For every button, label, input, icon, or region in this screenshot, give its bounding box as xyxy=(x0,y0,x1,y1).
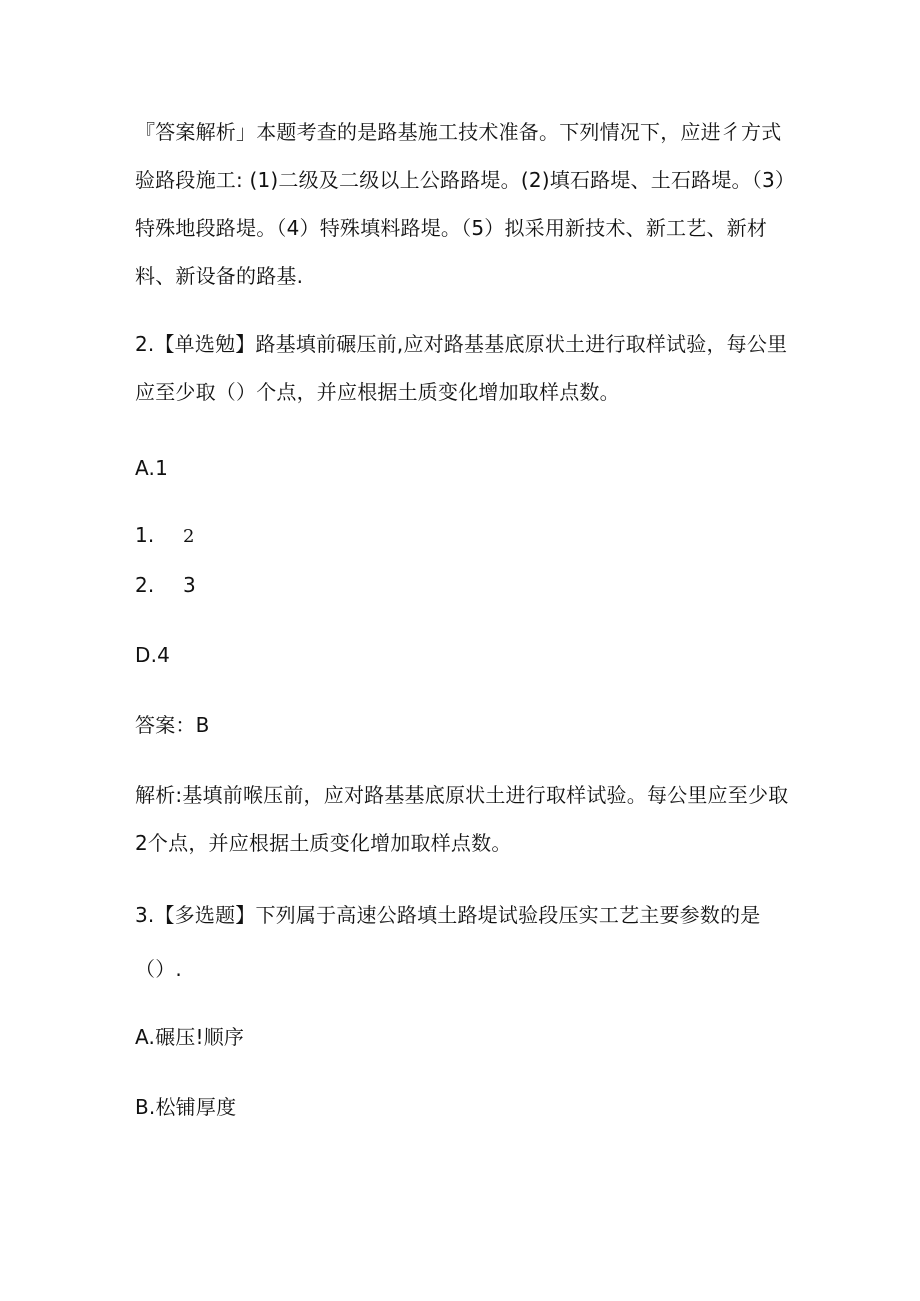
explanation-line-3: 特殊地段路堤。（4）特殊填料路堤。（5）拟采用新技术、新工艺、新材 xyxy=(135,216,768,240)
question-2-line-2: 应至少取（）个点，并应根据土质变化增加取样点数。 xyxy=(135,380,620,404)
option-c-number: 2. xyxy=(135,573,155,597)
explanation-line-1: 『答案解析」本题考查的是路基施工技术准备。下列情况下，应进彳方式 xyxy=(135,120,782,144)
question-3-option-a: A.碾压!顺序 xyxy=(135,1025,245,1049)
question-2-line-1: 2.【单选勉】路基填前碾压前,应对路基基底原状土进行取样试验，每公里 xyxy=(135,332,788,356)
option-c-value: 3 xyxy=(183,573,196,597)
option-b-value: 2 xyxy=(183,526,195,547)
explanation-line-4: 料、新设备的路基. xyxy=(135,264,304,288)
question-2-option-c xyxy=(135,573,196,597)
question-3-line-1: 3.【多选题】下列属于高速公路填土路堤试验段压实工艺主要参数的是 xyxy=(135,903,761,927)
question-2-analysis-line-2: 2个点，并应根据土质变化增加取样点数。 xyxy=(135,831,512,855)
question-2-option-a: A.1 xyxy=(135,456,169,480)
question-2-answer: 答案：B xyxy=(135,713,210,737)
question-2-option-b xyxy=(135,523,195,549)
question-2-analysis-line-1: 解析:基填前喉压前，应对路基基底原状土进行取样试验。每公里应至少取 xyxy=(135,783,789,807)
question-3-option-b: B.松铺厚度 xyxy=(135,1095,237,1119)
option-b-number: 1. xyxy=(135,523,155,547)
question-3-line-2: （）. xyxy=(135,957,182,981)
explanation-line-2: 验路段施工: (1)二级及二级以上公路路堤。(2)填石路堤、土石路堤。（3） xyxy=(135,168,796,192)
question-2-option-d: D.4 xyxy=(135,643,171,667)
